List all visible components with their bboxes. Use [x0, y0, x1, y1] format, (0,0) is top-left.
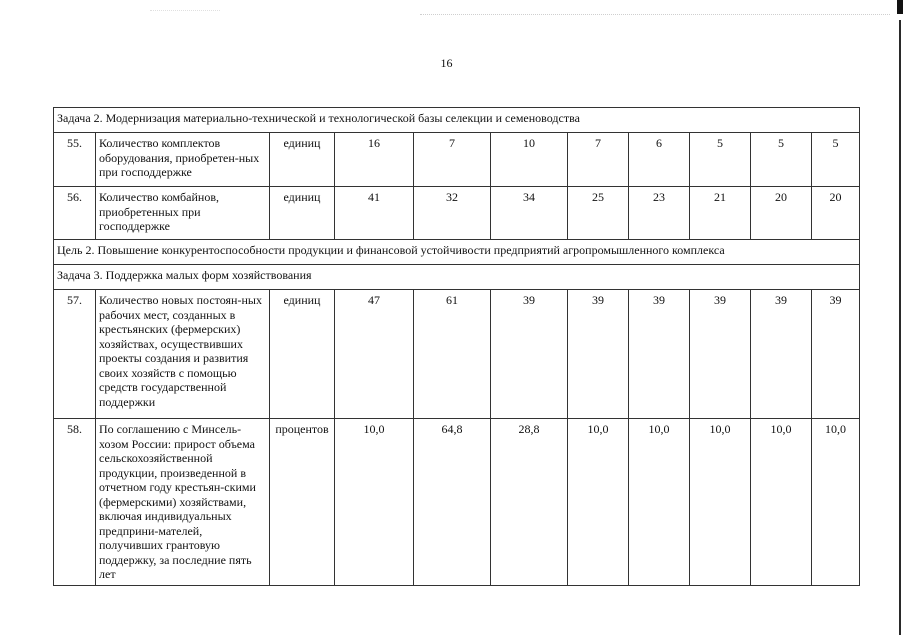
- indicator-name: По соглашению с Минсель-хозом России: прирост объема сельскохозяйственной продукции, произведенной в отчетном году крестьян-скими (фермерскими) хозяйствами, включая индивидуальных предприни-мателей, получивших грантовую поддержку, за последние пять лет: [96, 419, 270, 586]
- indicator-name: Количество новых постоян-ных рабочих мест, созданных в крестьянских (фермерских) хозяйствах, осуществивших проекты создания и развития своих хозяйств с помощью средств государственной поддержки: [96, 290, 270, 419]
- value-cell: 64,8: [414, 419, 491, 586]
- value-cell: 7: [414, 133, 491, 187]
- table-row: [54, 133, 860, 187]
- value-cell: 21: [690, 187, 751, 240]
- value-cell: 10,0: [335, 419, 414, 586]
- scan-artifact: [420, 14, 890, 18]
- table-row: [54, 290, 860, 419]
- section-title: Задача 3. Поддержка малых форм хозяйствования: [54, 265, 860, 290]
- value-cell: 16: [335, 133, 414, 187]
- unit-cell: единиц: [270, 290, 335, 419]
- value-cell: 10,0: [568, 419, 629, 586]
- value-cell: 61: [414, 290, 491, 419]
- value-cell: 5: [690, 133, 751, 187]
- value-cell: 10,0: [690, 419, 751, 586]
- row-number: 57.: [54, 290, 96, 419]
- value-cell: 25: [568, 187, 629, 240]
- value-cell: 20: [751, 187, 812, 240]
- table-row: [54, 187, 860, 240]
- indicators-table: [53, 107, 860, 586]
- unit-cell: процентов: [270, 419, 335, 586]
- indicator-name: Количество комбайнов, приобретенных при господдержке: [96, 187, 270, 240]
- row-number: 55.: [54, 133, 96, 187]
- value-cell: 34: [491, 187, 568, 240]
- value-cell: 7: [568, 133, 629, 187]
- value-cell: 6: [629, 133, 690, 187]
- table-row: [54, 419, 860, 586]
- value-cell: 41: [335, 187, 414, 240]
- value-cell: 10: [491, 133, 568, 187]
- value-cell: 20: [812, 187, 860, 240]
- section-row: [54, 265, 860, 290]
- unit-cell: единиц: [270, 133, 335, 187]
- value-cell: 47: [335, 290, 414, 419]
- row-number: 58.: [54, 419, 96, 586]
- value-cell: 39: [568, 290, 629, 419]
- value-cell: 39: [751, 290, 812, 419]
- page-number: 16: [440, 56, 453, 70]
- value-cell: 5: [751, 133, 812, 187]
- section-row: [54, 240, 860, 265]
- value-cell: 10,0: [629, 419, 690, 586]
- unit-cell: единиц: [270, 187, 335, 240]
- value-cell: 39: [812, 290, 860, 419]
- value-cell: 10,0: [812, 419, 860, 586]
- value-cell: 39: [491, 290, 568, 419]
- indicator-name: Количество комплектов оборудования, приобретен-ных при господдержке: [96, 133, 270, 187]
- section-title: Цель 2. Повышение конкурентоспособности продукции и финансовой устойчивости предприятий агропромышленного комплекса: [54, 240, 860, 265]
- value-cell: 23: [629, 187, 690, 240]
- value-cell: 39: [629, 290, 690, 419]
- value-cell: 39: [690, 290, 751, 419]
- row-number: 56.: [54, 187, 96, 240]
- scan-edge-mark: [897, 0, 903, 14]
- value-cell: 28,8: [491, 419, 568, 586]
- section-row: [54, 108, 860, 133]
- value-cell: 5: [812, 133, 860, 187]
- scan-edge-line: [899, 20, 901, 635]
- scan-artifact: [150, 10, 220, 12]
- value-cell: 32: [414, 187, 491, 240]
- value-cell: 10,0: [751, 419, 812, 586]
- section-title: Задача 2. Модернизация материально-технической и технологической базы селекции и семеноводства: [54, 108, 860, 133]
